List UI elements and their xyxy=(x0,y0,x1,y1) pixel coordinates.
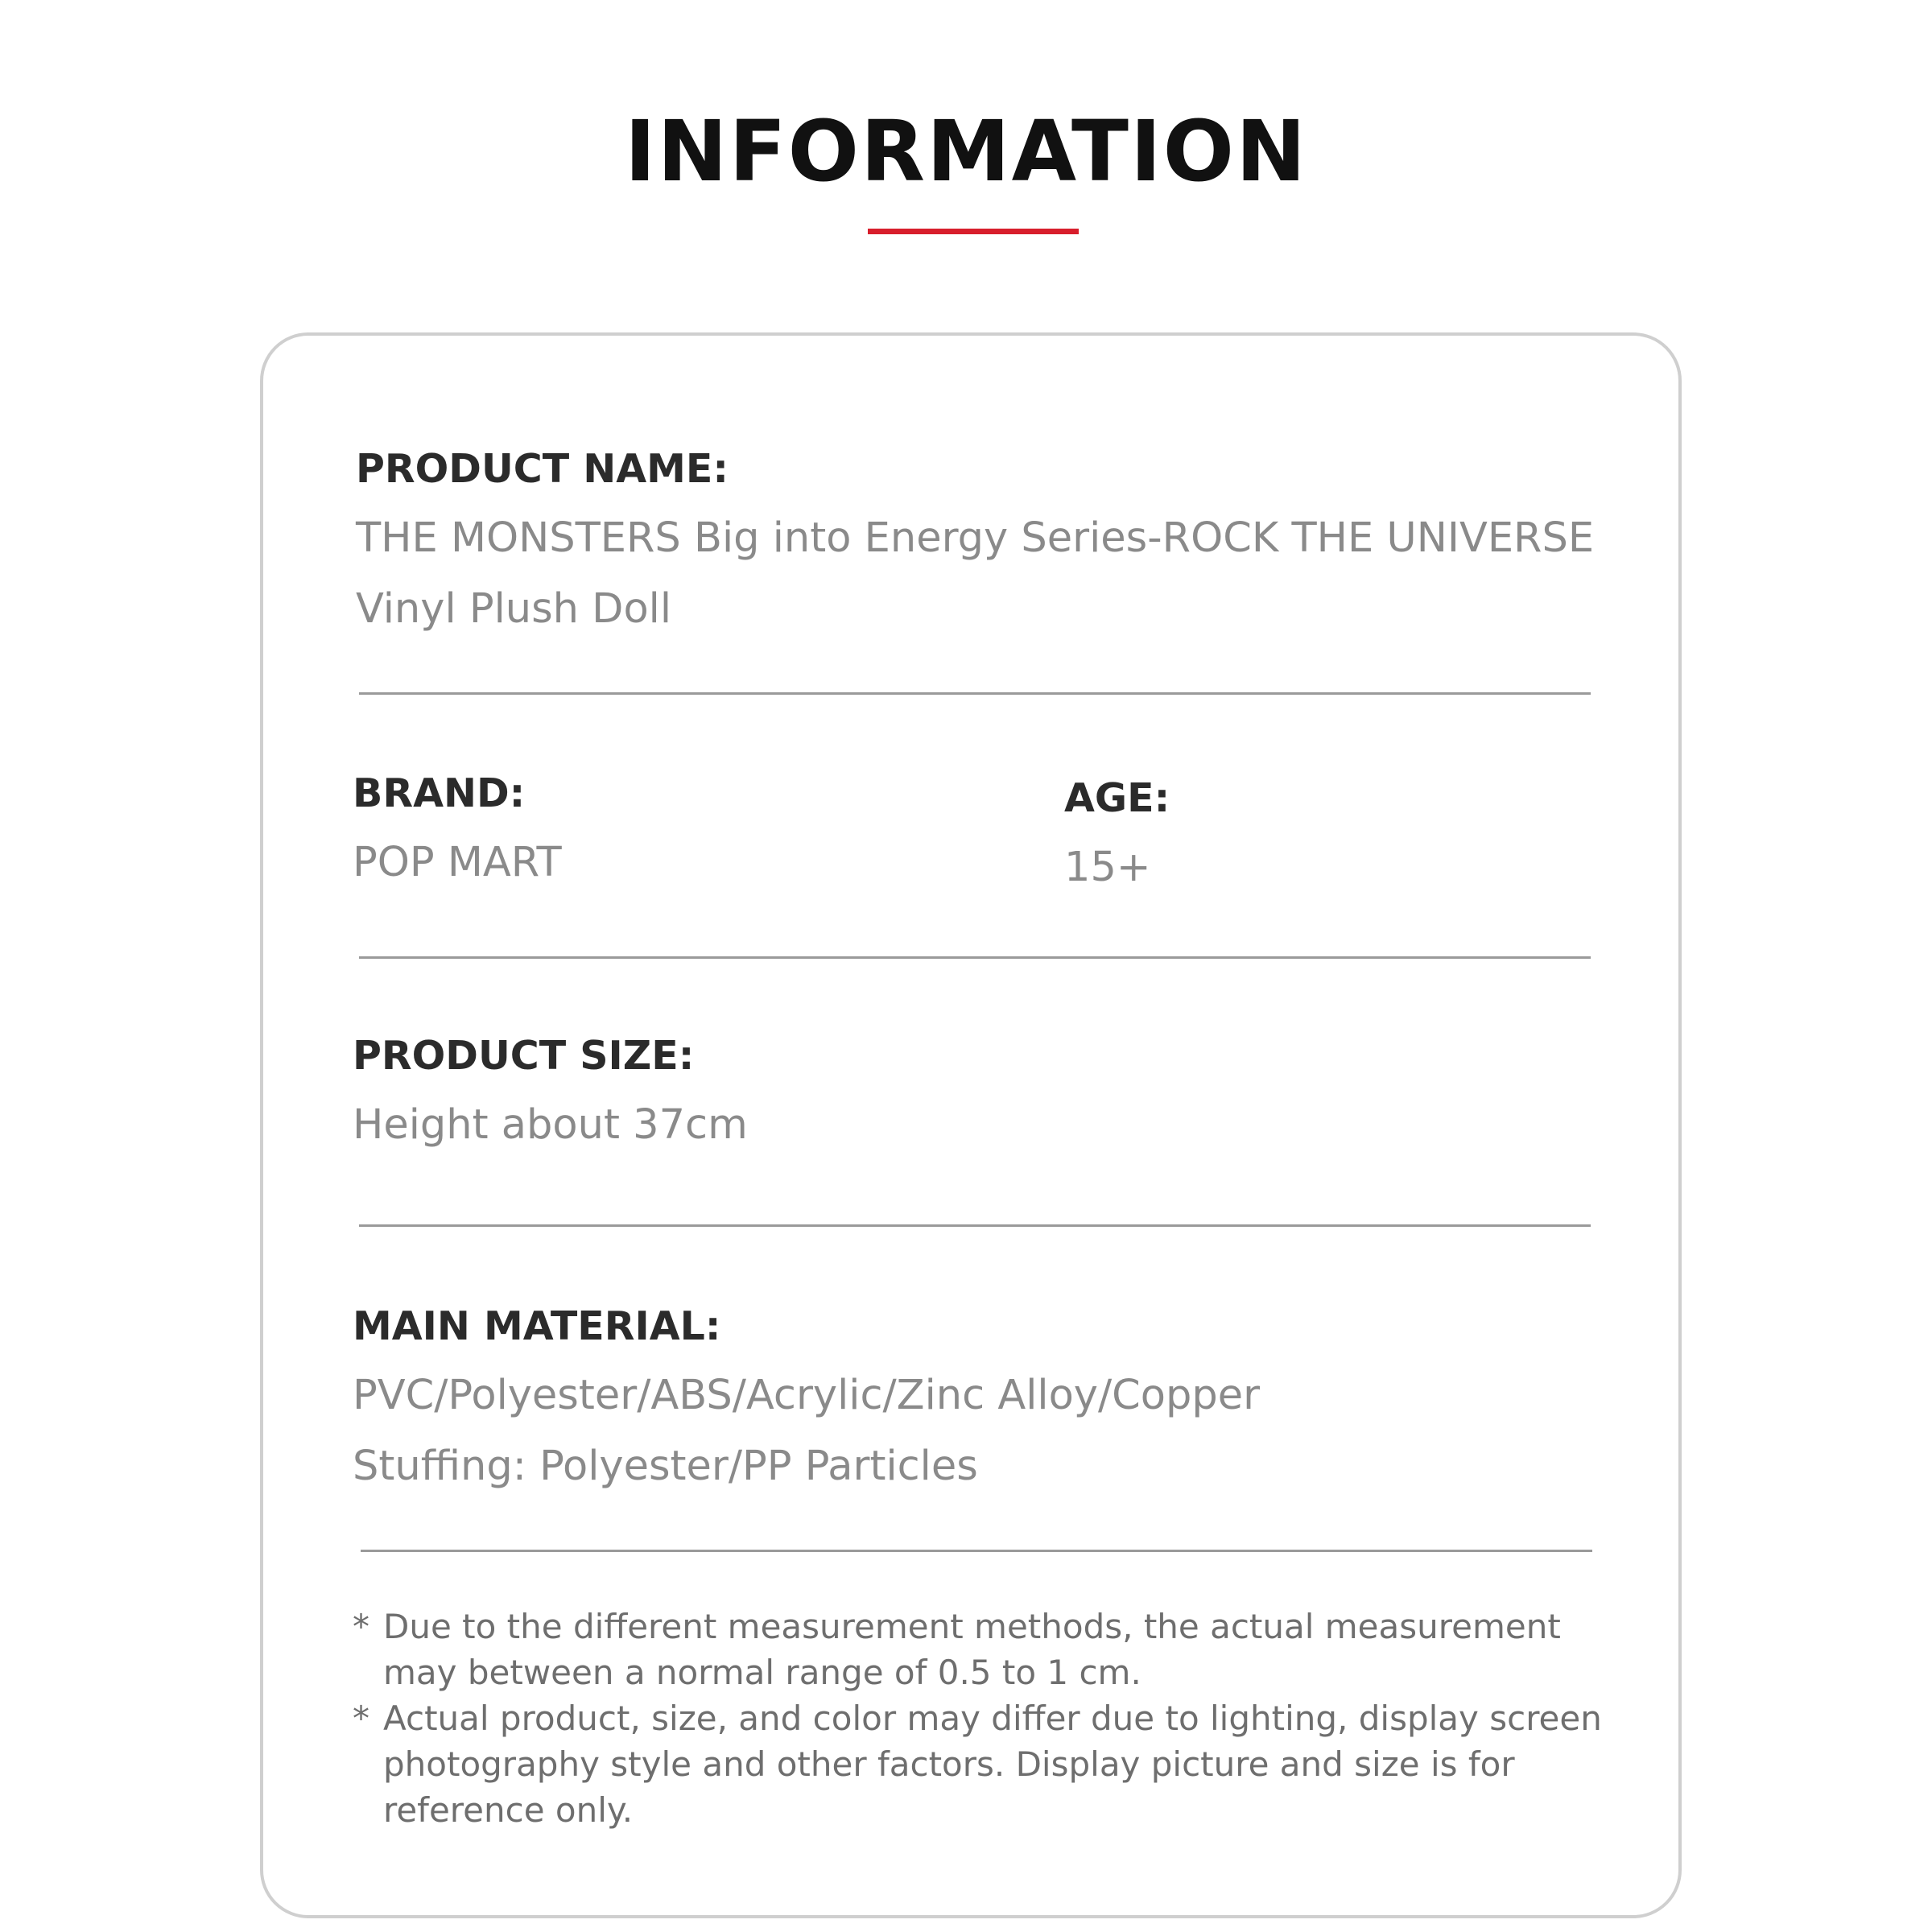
divider xyxy=(359,956,1591,959)
main-material-line-1: PVC/Polyester/ABS/Acrylic/Zinc Alloy/Copper xyxy=(353,1372,1261,1419)
product-size-label: PRODUCT SIZE: xyxy=(353,1033,695,1079)
brand-value: POP MART xyxy=(353,839,562,886)
asterisk-marker: * xyxy=(353,1699,369,1738)
divider xyxy=(361,1550,1592,1552)
main-material-label: MAIN MATERIAL: xyxy=(353,1303,721,1349)
age-value: 15+ xyxy=(1064,844,1151,891)
divider xyxy=(359,1224,1591,1227)
asterisk-marker: * xyxy=(353,1607,369,1646)
title-underline xyxy=(868,229,1079,234)
divider xyxy=(359,692,1591,695)
brand-label: BRAND: xyxy=(353,770,526,816)
age-label: AGE: xyxy=(1064,775,1170,821)
disclaimer-note xyxy=(353,1695,1608,1833)
product-size-value: Height about 37cm xyxy=(353,1101,748,1149)
product-name-line-2: Vinyl Plush Doll xyxy=(356,585,671,633)
disclaimer-note-text: Due to the different measurement methods, the actual measurement may between a normal range of 0.5 to 1 cm. xyxy=(383,1607,1561,1692)
disclaimer-note-text: Actual product, size, and color may differ due to lighting, display screen photography style and other factors. Display picture and size is for reference only. xyxy=(383,1699,1602,1830)
main-material-line-2: Stuffing: Polyester/PP Particles xyxy=(353,1443,978,1490)
disclaimer-note xyxy=(353,1604,1608,1695)
product-name-label: PRODUCT NAME: xyxy=(356,446,729,492)
product-name-line-1: THE MONSTERS Big into Energy Series-ROCK THE UNIVERSE xyxy=(356,514,1595,562)
disclaimer-notes xyxy=(353,1604,1608,1833)
page-title: INFORMATION xyxy=(624,102,1308,200)
